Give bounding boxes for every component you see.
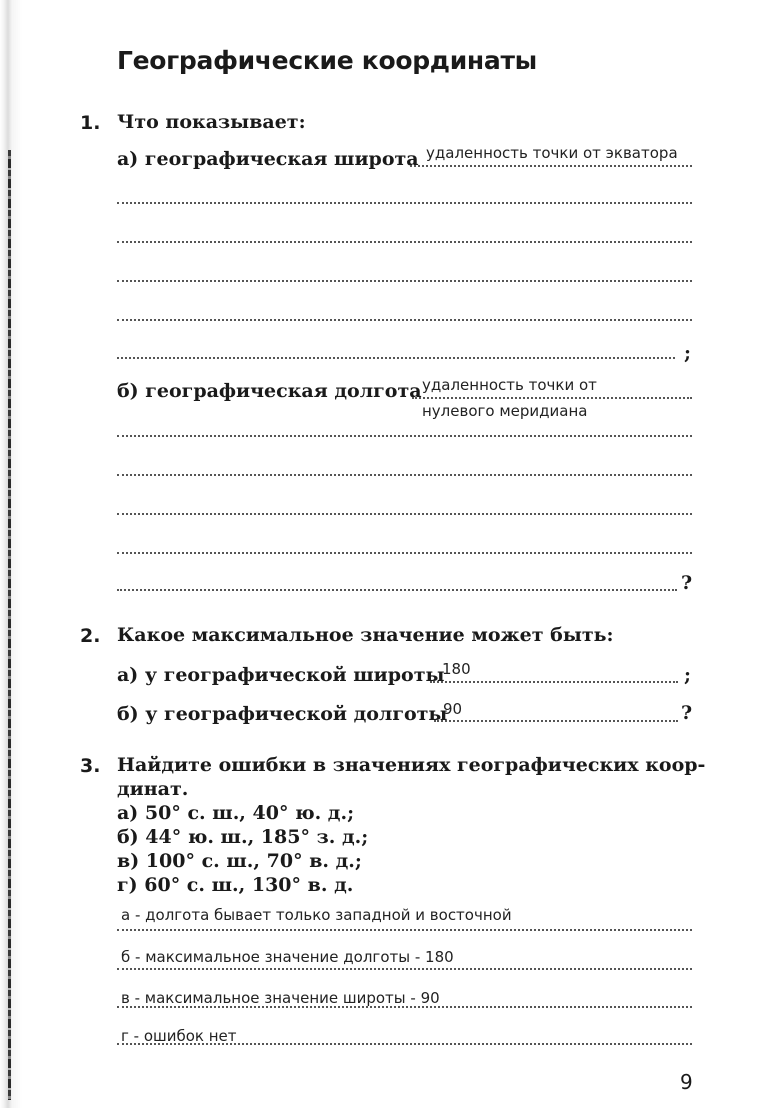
question-1b-answer-line2[interactable]: нулевого меридиана <box>422 402 588 420</box>
answer-line[interactable] <box>117 513 692 515</box>
scan-edge-shadow <box>0 0 22 1108</box>
question-2a-answer[interactable]: 180 <box>442 660 471 678</box>
answer-line[interactable] <box>410 165 692 167</box>
question-2-number: 2. <box>80 625 101 647</box>
answer-line[interactable] <box>117 1006 692 1008</box>
answer-line[interactable] <box>117 968 692 970</box>
page-number: 9 <box>680 1070 693 1094</box>
answer-line[interactable] <box>412 397 692 399</box>
page-title: Географические координаты <box>117 46 537 75</box>
answer-line[interactable] <box>117 435 692 437</box>
answer-line[interactable] <box>117 929 692 931</box>
answer-line[interactable] <box>117 241 692 243</box>
question-1a-answer[interactable]: удаленность точки от экватора <box>426 144 678 162</box>
question-2b-answer[interactable]: 90 <box>443 700 463 718</box>
answer-line[interactable] <box>117 357 675 359</box>
answer-line[interactable] <box>117 474 692 476</box>
question-3-item: г) 60° с. ш., 130° в. д. <box>117 874 354 896</box>
question-1b-answer-line1[interactable]: удаленность точки от <box>422 376 597 394</box>
question-2-text: Какое максимальное значение может быть: <box>117 624 614 646</box>
question-3-answer[interactable]: г - ошибок нет <box>121 1027 237 1045</box>
answer-line[interactable] <box>430 681 678 683</box>
question-1a-end: ; <box>684 342 692 364</box>
question-2a-label: а) у географической широты <box>117 664 445 686</box>
question-3-answer[interactable]: а - долгота бывает только западной и восточной <box>121 906 512 924</box>
question-3-text-line2: динат. <box>117 778 189 800</box>
answer-line[interactable] <box>117 280 692 282</box>
scan-binding-edge <box>8 150 11 1100</box>
question-3-answer[interactable]: в - максимальное значение широты - 90 <box>121 989 440 1007</box>
question-1a-label: а) географическая широта <box>117 148 419 170</box>
question-3-item: б) 44° ю. ш., 185° з. д.; <box>117 826 369 848</box>
question-3-item: а) 50° с. ш., 40° ю. д.; <box>117 802 355 824</box>
question-1b-end: ? <box>681 572 693 594</box>
question-3-text-line1: Найдите ошибки в значениях географических коор- <box>117 754 706 776</box>
question-1-text: Что показывает: <box>117 111 306 133</box>
question-1-number: 1. <box>80 112 101 134</box>
answer-line[interactable] <box>117 552 692 554</box>
question-3-item: в) 100° с. ш., 70° в. д.; <box>117 850 362 872</box>
question-3-answer[interactable]: б - максимальное значение долготы - 180 <box>121 948 454 966</box>
answer-line[interactable] <box>117 589 677 591</box>
answer-line[interactable] <box>434 720 678 722</box>
question-3-number: 3. <box>80 755 101 777</box>
question-2a-end: ; <box>684 664 692 686</box>
answer-line[interactable] <box>117 1043 692 1045</box>
question-2b-end: ? <box>681 702 693 724</box>
question-1b-label: б) географическая долгота <box>117 380 422 402</box>
question-2b-label: б) у географической долготы <box>117 703 448 725</box>
answer-line[interactable] <box>117 202 692 204</box>
answer-line[interactable] <box>117 319 692 321</box>
